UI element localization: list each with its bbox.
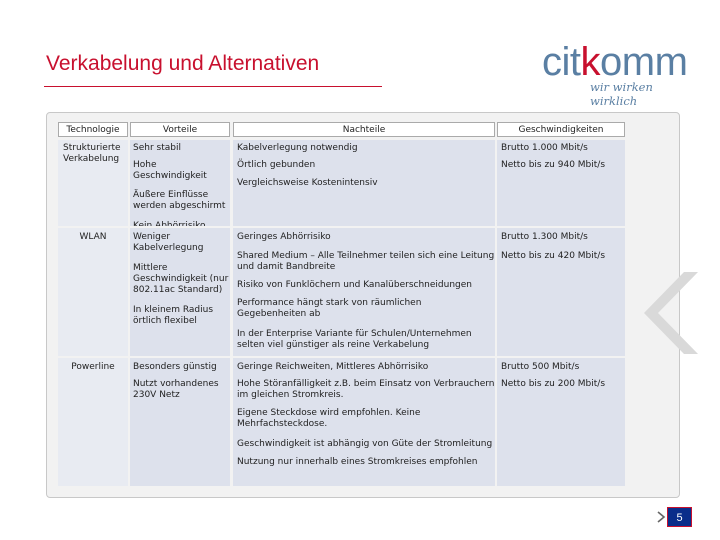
header-vorteile: Vorteile [130,122,230,137]
vorteil-item: Hohe Geschwindigkeit [133,160,207,181]
speed-item: Netto bis zu 940 Mbit/s [501,160,606,170]
page-title: Verkabelung und Alternativen [46,52,320,75]
nachteil-item: Geringes Abhörrisiko [237,232,331,242]
nachteil-item: Eigene Steckdose wird empfohlen. Keine Mehrfachsteckdose. [237,408,421,429]
row-divider [58,356,625,358]
page-number-badge: 5 [667,507,692,527]
vorteil-item: Mittlere Geschwindigkeit (nur 802.11ac Standard) [133,263,229,295]
col-bg-geschwindigkeiten [497,140,625,486]
speed-item: Netto bis zu 420 Mbit/s [501,251,606,261]
logo-wordmark [542,40,687,85]
nachteil-item: Örtlich gebunden [237,160,316,170]
speed-item: Brutto 500 Mbit/s [501,362,580,372]
tech-label: Powerline [71,362,115,372]
nachteil-item: Geringe Reichweiten, Mittleres Abhörrisiko [237,362,429,372]
nachteil-item: Performance hängt stark von räumlichen Gegebenheiten ab [237,298,422,319]
tech-label: WLAN [79,232,107,242]
logo-part-1: cit [542,40,581,84]
chevron-left-icon [632,268,702,358]
nachteil-item: Risiko von Funklöchern und Kanalüberschneidungen [237,280,472,290]
vorteil-item: Weniger Kabelverlegung [133,232,204,253]
nachteil-item: Kabelverlegung notwendig [237,143,358,153]
speed-item: Brutto 1.000 Mbit/s [501,143,588,153]
vorteil-item: Sehr stabil [133,143,181,153]
nachteil-item: In der Enterprise Variante für Schulen/Unternehmen selten viel günstiger als reine Verkabelung [237,329,472,350]
logo-part-2: k [580,40,600,84]
nachteil-item: Shared Medium – Alle Teilnehmer teilen sich eine Leitung und damit Bandbreite [237,251,495,272]
vorteil-item: Nutzt vorhandenes 230V Netz [133,379,219,400]
nachteil-item: Hohe Störanfälligkeit z.B. beim Einsatz von Verbrauchern im gleichen Stromkreis. [237,379,495,400]
vorteil-item: In kleinem Radius örtlich flexibel [133,305,214,326]
chevron-right-icon [656,510,666,524]
title-underline [44,86,382,87]
logo-part-3: omm [600,40,688,84]
speed-item: Netto bis zu 200 Mbit/s [501,379,606,389]
vorteil-item: Besonders günstig [133,362,217,372]
header-nachteile: Nachteile [233,122,495,137]
nachteil-item: Vergleichsweise Kostenintensiv [237,178,378,188]
header-geschwindigkeiten: Geschwindigkeiten [497,122,625,137]
nachteil-item: Nutzung nur innerhalb eines Stromkreises empfohlen [237,457,478,467]
header-technologie: Technologie [58,122,128,137]
row-divider [58,226,625,228]
company-logo [540,40,700,108]
speed-item: Brutto 1.300 Mbit/s [501,232,588,242]
vorteil-item: Äußere Einflüsse werden abgeschirmt [133,190,226,211]
nachteil-item: Geschwindigkeit ist abhängig von Güte der Stromleitung [237,439,493,449]
tech-label: Strukturierte Verkabelung [63,143,121,164]
logo-tagline: wir wirken wirklich [590,80,653,108]
col-bg-technologie [58,140,128,486]
